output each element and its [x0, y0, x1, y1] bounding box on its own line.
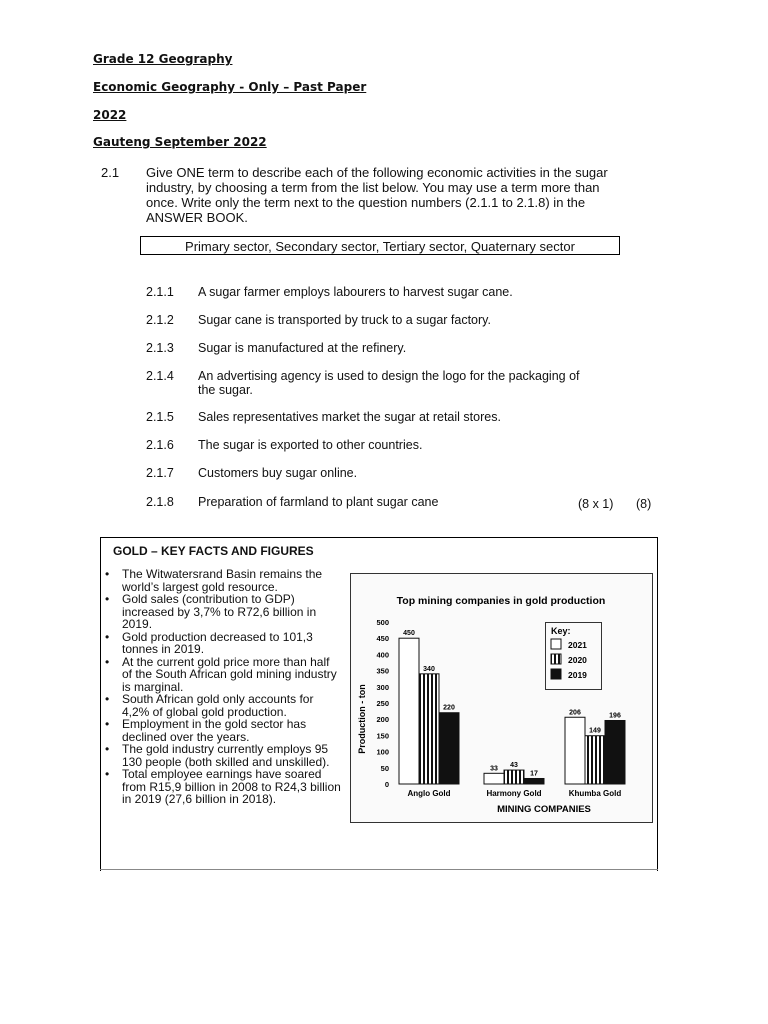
x-tick-label: Khumba Gold	[568, 789, 622, 798]
legend-swatch-2020	[551, 654, 561, 664]
legend-title: Key:	[551, 626, 571, 636]
item-text: Customers buy sugar online.	[198, 466, 358, 480]
gold-facts-title: GOLD – KEY FACTS AND FIGURES	[113, 544, 314, 558]
doc-year: 2022	[93, 108, 127, 122]
y-axis-label: Production - ton	[357, 684, 367, 754]
data-label: 340	[423, 665, 435, 673]
doc-source: Gauteng September 2022	[93, 135, 267, 149]
item-text: The sugar is exported to other countries.	[198, 438, 423, 452]
legend-swatch-2021	[551, 639, 561, 649]
bar-2019	[605, 720, 625, 784]
list-item: • Total employee earnings have soared from R15,9 billion in 2008 to R24,3 billion in 2019 (27,6 billion in 2018).	[101, 768, 341, 806]
y-tick-label: 400	[376, 650, 389, 660]
item-number: 2.1.1	[146, 285, 174, 299]
chart-title: Top mining companies in gold production	[396, 595, 606, 607]
item-text: Preparation of farmland to plant sugar cane	[198, 495, 439, 509]
item-number: 2.1.5	[146, 410, 174, 424]
y-tick-label: 500	[376, 618, 389, 627]
y-tick-label: 150	[376, 731, 389, 741]
list-item: • Gold production decreased to 101,3 tonnes in 2019.	[101, 631, 341, 656]
item-text: Sales representatives market the sugar at retail stores.	[198, 410, 501, 424]
legend-swatch-2019	[551, 669, 561, 679]
bar-2021	[399, 638, 419, 784]
y-tick-label: 300	[376, 682, 389, 692]
item-number: 2.1.6	[146, 438, 174, 452]
bar-2021	[565, 717, 585, 784]
y-tick-label: 450	[376, 634, 389, 644]
gold-facts-list	[101, 568, 341, 806]
list-item: • South African gold only accounts for 4,2% of global gold production.	[101, 693, 341, 718]
legend-label: 2020	[568, 655, 587, 665]
bar-2020	[504, 770, 524, 784]
y-tick-label: 200	[376, 715, 389, 725]
gold-production-chart	[350, 573, 653, 823]
data-label: 220	[443, 704, 455, 712]
legend-label: 2021	[568, 640, 587, 650]
y-tick-label: 350	[376, 666, 389, 676]
doc-subtitle: Economic Geography - Only – Past Paper	[93, 80, 367, 94]
bar-2020	[419, 674, 439, 784]
chart-canvas	[351, 574, 654, 824]
legend-label: 2019	[568, 670, 587, 680]
item-number: 2.1.2	[146, 313, 174, 327]
y-tick-label: 100	[376, 747, 389, 757]
legend-canvas	[546, 623, 603, 691]
data-label: 17	[530, 770, 538, 778]
data-label: 43	[510, 762, 518, 770]
data-label: 206	[569, 709, 581, 717]
term-list-box: Primary sector, Secondary sector, Tertiary sector, Quaternary sector	[140, 236, 620, 255]
data-label: 33	[490, 765, 498, 773]
chart-legend	[545, 622, 602, 690]
item-number: 2.1.3	[146, 341, 174, 355]
bar-2019	[439, 713, 459, 784]
y-tick-label: 50	[380, 763, 389, 773]
item-text: Sugar is manufactured at the refinery.	[198, 341, 407, 355]
item-number: 2.1.4	[146, 369, 174, 383]
item-number: 2.1.8	[146, 495, 174, 509]
list-item: • The Witwatersrand Basin remains the world’s largest gold resource.	[101, 568, 341, 593]
doc-title: Grade 12 Geography	[93, 52, 233, 66]
list-item: • Gold sales (contribution to GDP) increased by 3,7% to R72,6 billion in 2019.	[101, 593, 341, 631]
marks-total: (8)	[636, 497, 652, 511]
list-item: • Employment in the gold sector has declined over the years.	[101, 718, 341, 743]
bar-2021	[484, 773, 504, 784]
y-tick-label: 0	[384, 780, 389, 789]
data-label: 196	[609, 712, 621, 720]
item-text: Sugar cane is transported by truck to a sugar factory.	[198, 313, 491, 327]
data-label: 450	[403, 630, 415, 638]
data-label: 149	[589, 727, 601, 735]
y-tick-label: 250	[376, 699, 389, 708]
marks-calculation: (8 x 1)	[578, 497, 614, 511]
x-tick-label: Harmony Gold	[486, 789, 542, 798]
item-text: A sugar farmer employs labourers to harvest sugar cane.	[198, 285, 513, 299]
bar-2019	[524, 778, 544, 784]
x-tick-label: Anglo Gold	[407, 789, 451, 798]
item-number: 2.1.7	[146, 466, 174, 480]
list-item: • At the current gold price more than half of the South African gold mining industry is marginal.	[101, 656, 341, 694]
list-item: • The gold industry currently employs 95 130 people (both skilled and unskilled).	[101, 743, 341, 768]
divider	[100, 869, 658, 870]
question-text: Give ONE term to describe each of the following economic activities in the sugar industry, by choosing a term from the list below. You may use a term more than once. Write only the term next to the question numbers (2.1.1 to 2.1.8) in the ANSWER BOOK.	[146, 165, 608, 225]
item-text: An advertising agency is used to design the logo for the packaging of the sugar.	[198, 369, 580, 397]
bar-2020	[585, 736, 605, 784]
question-number: 2.1	[101, 165, 120, 180]
x-axis-label: MINING COMPANIES	[497, 804, 591, 815]
